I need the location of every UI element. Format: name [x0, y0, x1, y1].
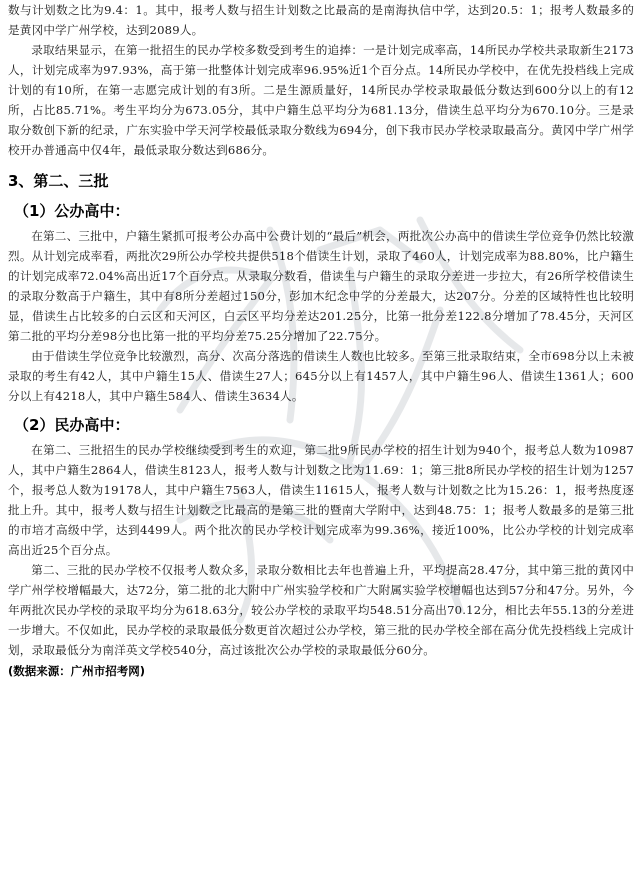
section-heading-batch-2-3: 3、第二、三批: [8, 172, 109, 190]
data-source-note: (数据来源：广州市招考网): [8, 664, 146, 678]
paragraph-admission-results: 录取结果显示，在第一批招生的民办学校多数受到考生的追捧：一是计划完成率高，14所民办学校共录取新生2173人，计划完成率为97.93%，高于第一批整体计划完成率96.95%近1个百分点。14所民办学校中，在优先投档线上完成计划的有10所，在第一志愿完成计划的有3所。二是生源质量好，14所民办学校录取最低分数达到600分以上的有12所，占比85.71%。考生平均分为673.05分，其中户籍生总平均分为681.13分，借读生总平均分为670.10分。三是录取分数创下新的纪录，广东实验中学天河学校最低录取分数线为694分，创下我市民办学校录取最高分。黄冈中学广州学校开办普通高中仅4年，最低录取分数达到686分。: [8, 43, 634, 157]
paragraph-private-1: 在第二、三批招生的民办学校继续受到考生的欢迎，第二批9所民办学校的招生计划为940个，报考总人数为10987人，其中户籍生2864人，借读生8123人，报考人数与计划数之比为11.69：1；第三批8所民办学校的招生计划为1257个，报考总人数为19178人，其中户籍生7563人，借读生11615人，报考人数与计划数之比为15.26：1，报考热度逐批上升。其中，报考人数与招生计划数之比最高的是第三批的暨南大学附中，达到48.75：1；报考人数最多的是第三批的市培才高级中学，达到4499人。两个批次的民办学校计划完成率为99.36%，接近100%，比公办学校的计划完成率高出近25个百分点。: [8, 443, 634, 557]
paragraph-public-1: 在第二、三批中，户籍生紧抓可报考公办高中公费计划的“最后”机会，两批次公办高中的借读生学位竞争仍然比较激烈。从计划完成率看，两批次29所公办学校共提供518个借读生计划，录取了460人，计划完成率为88.80%，比户籍生的计划完成率72.04%高出近17个百分点。从录取分数看，借读生与户籍生的录取分差进一步拉大，有26所学校借读生的录取分数高于户籍生，其中有8所分差超过150分，彭加木纪念中学的分差最大，达207分。分差的区域特性也比较明显，借读生占比较多的白云区和天河区，白云区平均分差达201.25分，比第一批分差122.8分增加了78.45分，天河区第二批的平均分差98分也比第一批的平均分差75.25分增加了22.75分。: [8, 229, 634, 343]
paragraph-private-2: 第二、三批的民办学校不仅报考人数众多，录取分数相比去年也普遍上升，平均提高28.47分，其中第三批的黄冈中学广州学校增幅最大，达72分，第二批的北大附中广州实验学校和广大附属实验学校增幅也达到57分和47分。另外，今年两批次民办学校的录取平均分为618.63分，较公办学校的录取平均548.51分高出70.12分，相比去年55.13的分差进一步增大。不仅如此，民办学校的录取最低分数更首次超过公办学校，第三批的民办学校全部在高分优先投档线上完成计划，录取最低分为南洋英文学校540分，高过该批次公办学校的录取最低分60分。: [8, 563, 634, 657]
paragraph-public-2: 由于借读生学位竞争比较激烈，高分、次高分落选的借读生人数也比较多。至第三批录取结束，全市698分以上未被录取的考生有42人，其中户籍生15人、借读生27人；645分以上有1457人，其中户籍生96人、借读生1361人；600分以上有4218人，其中户籍生584人、借读生3634人。: [8, 349, 634, 403]
subheading-public-high-school: （1）公办高中：: [14, 202, 130, 220]
subheading-private-high-school: （2）民办高中：: [14, 416, 130, 434]
paragraph-continued: 数与计划数之比为9.4：1。其中，报考人数与招生计划数之比最高的是南海执信中学，达到20.5：1；报考人数最多的是黄冈中学广州学校，达到2089人。: [8, 3, 634, 37]
document-page: [8, 0, 634, 680]
